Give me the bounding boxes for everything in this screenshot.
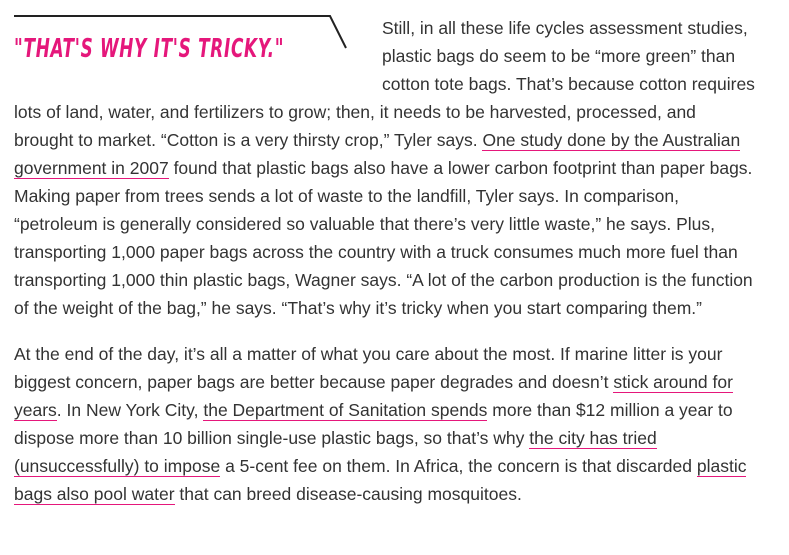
link-australian-study[interactable]: One study done by the Australian government in 2007 [14,130,741,178]
paragraph-text: that can breed disease-causing mosquitoes. [174,484,522,504]
article-body [14,14,759,508]
paragraph-text: more than $12 million a year to dispose more than 10 billion single-use plastic bags, so that’s why [14,400,733,448]
link-stick-around[interactable]: stick around for years [14,372,733,420]
paragraph-2 [14,340,759,508]
paragraph-text: . In New York City, [56,400,204,420]
link-department-sanitation[interactable]: the Department of Sanitation spends [203,400,488,420]
paragraph-text: found that plastic bags also have a lower carbon footprint than paper bags. Making paper from trees sends a lot of waste to the landfill, Tyler says. In comparison, “petroleum is generally considered so valuable that there’s very little waste,” he says. Plus, transporting 1,000 paper bags across the country with a truck consumes much more fuel than transporting 1,000 thin plastic bags, Wagner says. “A lot of the carbon production is the function of the weight of the bag,” he says. “That’s why it’s tricky when you start comparing them.” [14,158,753,318]
pull-quote-text: "THAT'S WHY IT'S TRICKY." [14,34,285,64]
paragraph-text: At the end of the day, it’s all a matter of what you care about the most. If marine litter is your biggest concern, paper bags are better because paper degrades and doesn’t [14,344,723,392]
link-pool-water[interactable]: plastic bags also pool water [14,456,747,504]
paragraph-text: a 5-cent fee on them. In Africa, the concern is that discarded [220,456,697,476]
link-city-fee[interactable]: the city has tried (unsuccessfully) to impose [14,428,657,476]
pull-quote-spacer [14,14,382,98]
paragraph-text: Still, in all these life cycles assessment studies, plastic bags do seem to be “more green” than cotton tote bags. That’s because cotton requires lots of land, water, and fertilizers to grow; then, it needs to be harvested, processed, and brought to market. “Cotton is a very thirsty crop,” Tyler says. [14,18,755,150]
